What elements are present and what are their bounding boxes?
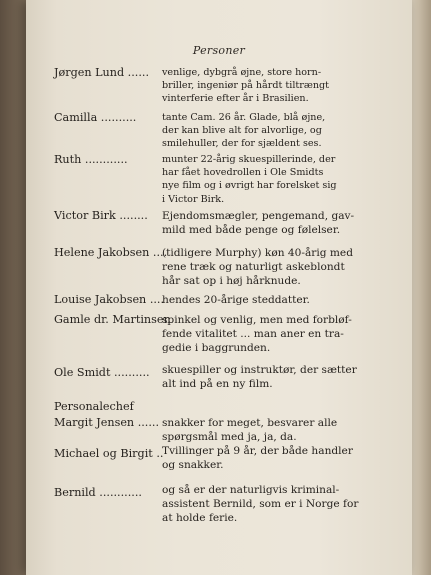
page-title: Personer	[192, 44, 246, 57]
character-name: Bernild ............	[54, 486, 142, 499]
character-description: snakker for meget, besvarer alle spørgsmål med ja, ja, da.	[162, 417, 338, 444]
page-stack-edge	[409, 0, 431, 575]
character-name: Jørgen Lund ......	[54, 66, 150, 79]
character-description: og så er der naturligvis kriminal- assistent Bernild, som er i Norge for at holde ferie.	[162, 484, 359, 525]
character-description: Tvillinger på 9 år, der både handler og snakker.	[162, 445, 353, 472]
character-name: Personalechef Margit Jensen ......	[54, 400, 160, 429]
character-description: skuespiller og instruktør, der sætter alt ind på en ny film.	[162, 364, 357, 391]
character-name: Ole Smidt ..........	[54, 366, 150, 379]
character-name: Helene Jakobsen ....	[54, 246, 168, 259]
book-page	[26, 0, 412, 575]
character-description: munter 22-årig skuespillerinde, der har fået hovedrollen i Ole Smidts nye film og i øvrigt har forelsket sig i Victor Birk.	[162, 154, 337, 205]
character-name: Victor Birk ........	[54, 209, 148, 222]
character-description: tante Cam. 26 år. Glade, blå øjne, der kan blive alt for alvorlige, og smilehuller, der for sjældent ses.	[162, 112, 326, 150]
character-name: Gamle dr. Martinsen	[54, 313, 171, 326]
character-name: Louise Jakobsen ....	[54, 293, 165, 306]
character-description: (tidligere Murphy) køn 40-årig med rene træk og naturligt askeblondt hår sat op i høj hårknude.	[162, 247, 353, 288]
character-name: Ruth ............	[54, 153, 128, 166]
character-description: hendes 20-årige steddatter.	[162, 294, 310, 306]
character-description: spinkel og venlig, men med forbløf- fende vitalitet ... man aner en tra- gedie i baggrunden.	[162, 314, 352, 355]
character-description: venlige, dybgrå øjne, store horn- briller, ingeniør på hårdt tiltrængt vinterferie efter år i Brasilien.	[162, 67, 330, 105]
character-description: Ejendomsmægler, pengemand, gav- mild med både penge og følelser.	[162, 210, 355, 237]
character-name: Camilla ..........	[54, 111, 137, 124]
character-name: Michael og Birgit ..	[54, 447, 164, 460]
